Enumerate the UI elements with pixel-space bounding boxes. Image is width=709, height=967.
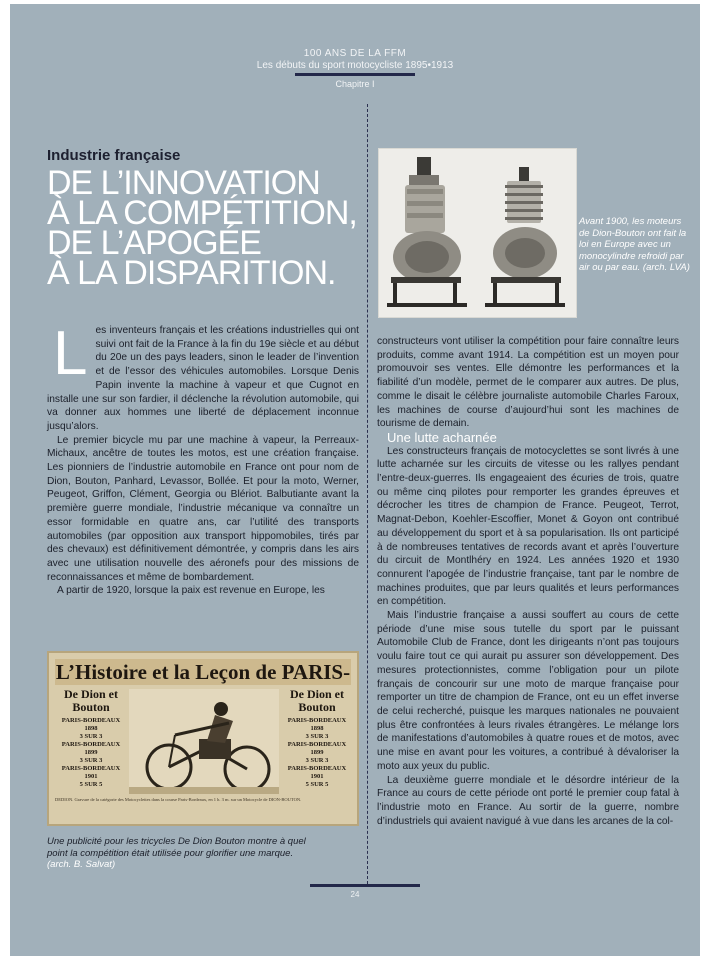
result-line: PARIS-BORDEAUX xyxy=(61,765,121,772)
tricycle-illustration xyxy=(129,689,279,794)
left-column xyxy=(47,319,359,598)
paragraph-text: es inventeurs français et les créations industrielles qui ont suivi ont fait de la France à la fin du 19e siècle et au début du 20e un des pays leaders, sinon le leader de l’invention et de l’essor des véhicules automobiles. Lorsque Denis Papin invente la machine à vapeur et que Cugnot en installe une sur son fardier, il déclenche la révolution automobile, qui va donner aux hommes une liberté de déplacement inconnue jusqu’alors. xyxy=(47,325,359,432)
page-header xyxy=(10,48,700,89)
drop-cap: L xyxy=(53,319,88,388)
right-column xyxy=(377,335,679,828)
advert-footer: DEDION. Gravure de la catégorie des Motocyclettes dans la course Paris-Bordeaux, en 1 h. 3 m. sur un Motocycle de DION-BOUTON. xyxy=(55,797,302,802)
paragraph: constructeurs vont utiliser la compétition pour faire connaître leurs produits, comme avant 1914. La compétition est un moyen pour promouvoir ses ventes. Elle démontre les performances et la fiabilité d’un modèle, permet de le comparer aux autres. De plus, comme le disait le célèbre journaliste automobile Charles Faroux, les machines de course d’aujourd’hui sont les machines de tourisme de demain. xyxy=(377,336,679,430)
section-subheading: Une lutte acharnée xyxy=(387,429,497,445)
result-line: 5 SUR 5 xyxy=(79,781,103,788)
advert-results-left xyxy=(55,688,127,789)
chapter-label: Chapitre I xyxy=(335,79,375,89)
result-line: PARIS-BORDEAUX xyxy=(287,765,347,772)
advert-caption xyxy=(47,836,307,871)
photo-caption xyxy=(579,216,691,274)
paragraph: Le premier bicycle mu par une machine à vapeur, la Perreaux-Michaux, ancêtre de toutes les motos, est une création française. Les pionniers de l’industrie automobile en France ont pour nom de Dion, Bouton, Panhard, Levassor, Bollée. Et pour la moto, Werner, Peugeot, Griffon, Clément, Georgia ou Blériot. Balbutiante avant la première guerre mondiale, l’industrie mécanique va connaître un essor formidable en quatre ans, car l’utilité des transports automobiles (par opposition aux transport hippomobiles, tirés par des chevaux) est définitivement démontrée, y compris dans les airs avec une utilisation nouvelle des aéronefs pour des missions de reconnaissances et même de bombardement. xyxy=(47,434,359,583)
result-line: PARIS-BORDEAUX xyxy=(61,717,121,724)
paragraph: La deuxième guerre mondiale et le désordre intérieur de la France au cours de cette période ont porté le premier coup fatal à l’industrie moto en France. Au sortir de la guerre, nombre d’industriels qui avaient navigué à vue dans les arcanes de la col- xyxy=(377,774,679,827)
advert-results-right xyxy=(281,688,353,789)
result-line: PARIS-BORDEAUX xyxy=(61,741,121,748)
advert-caption-text: Une publicité pour les tricycles De Dion Bouton montre à quel point la compétition était utilisée pour glorifier une marque. xyxy=(47,836,306,859)
advert-title: L’Histoire et la Leçon de PARIS- xyxy=(55,660,351,684)
result-line: 1901 xyxy=(310,773,324,780)
column-divider xyxy=(367,104,368,884)
result-line: 1899 xyxy=(84,749,98,756)
advert-results xyxy=(281,717,353,789)
result-line: 1898 xyxy=(310,725,324,732)
result-line: 3 SUR 3 xyxy=(79,733,103,740)
result-line: 1899 xyxy=(310,749,324,756)
advert-results xyxy=(55,717,127,789)
vintage-advert xyxy=(47,651,359,826)
paragraph: A partir de 1920, lorsque la paix est revenue en Europe, les xyxy=(57,585,325,597)
result-line: 3 SUR 3 xyxy=(305,733,329,740)
engine-photo xyxy=(378,148,577,318)
result-line: 3 SUR 3 xyxy=(305,757,329,764)
result-line: PARIS-BORDEAUX xyxy=(287,717,347,724)
page-number: 24 xyxy=(350,890,360,899)
advert-caption-credit: (arch. B. Salvat) xyxy=(47,859,116,870)
title-line: À LA DISPARITION. xyxy=(47,254,336,292)
paragraph: Mais l’industrie française a aussi souffert au cours de cette période d’une mise sous tutelle du sport par le puissant Automobile Club de France, dont les dirigeants n’ont pas toujours voulu faire tout ce qui aurait pu assurer son développement. Des mesures protectionnistes, comme l’obligation pour un pilote français de concourir sur une moto de marque française pour remporter un titre de champion de France, ont eu un effet inverse de celui recherché, puisque les marques nationales ne pouvaient plus être confrontées à leurs rivales étrangères. Le mélange lors de manifestations d’automobiles à quatre roues et de motos, avec une mise en avant pour les voitures, a contribué à dévaloriser la moto aux yeux du public. xyxy=(377,610,679,772)
series-subtitle: Les débuts du sport motocycliste 1895•1913 xyxy=(256,60,454,71)
result-line: PARIS-BORDEAUX xyxy=(287,741,347,748)
advert-brand: De Dion et Bouton xyxy=(290,687,344,714)
footer-rule xyxy=(310,884,420,887)
photo-caption-text: Avant 1900, les moteurs de Dion-Bouton ont fait la loi en Europe avec un monocylindre refroidi par air ou par eau. xyxy=(579,216,687,273)
header-rule xyxy=(295,73,415,76)
section-kicker: Industrie française xyxy=(47,147,181,164)
series-title: 100 ANS DE LA FFM xyxy=(303,48,407,59)
paragraph: Les constructeurs français de motocyclettes se sont livrés à une lutte acharnée sur les circuits de vitesse ou les rallyes pendant l’entre-deux-guerres. Ils engageaient des écuries de trois, quatre ou même cinq pilotes pour remporter les grandes épreuves et décrocher les titres de champion de France. Peugeot, Terrot, Magnat-Debon, Koehler-Escoffier, Monet & Goyon ont contribué au développement du sport et à sa popularisation. Ils ont participé à de nombreuses tentatives de records avant et après l’ouverture du circuit de Montlhéry en 1924. Les années 1920 et 1930 connurent l’apogée de l’industrie française, tant par le nombre de machines produites, que par leurs qualités et leurs performances en compétition. xyxy=(377,445,679,608)
result-line: 5 SUR 5 xyxy=(305,781,329,788)
paragraph xyxy=(47,319,359,434)
photo-caption-credit: (arch. LVA) xyxy=(642,262,690,273)
title-line: À LA COMPÉTITION, xyxy=(47,194,357,232)
title-line: DE L’APOGÉE xyxy=(47,224,261,262)
result-line: 1898 xyxy=(84,725,98,732)
title-line: DE L’INNOVATION xyxy=(47,164,320,202)
result-line: 3 SUR 3 xyxy=(79,757,103,764)
magazine-page xyxy=(10,4,700,956)
advert-brand: De Dion et Bouton xyxy=(64,687,118,714)
article-title xyxy=(47,164,367,292)
result-line: 1901 xyxy=(84,773,98,780)
